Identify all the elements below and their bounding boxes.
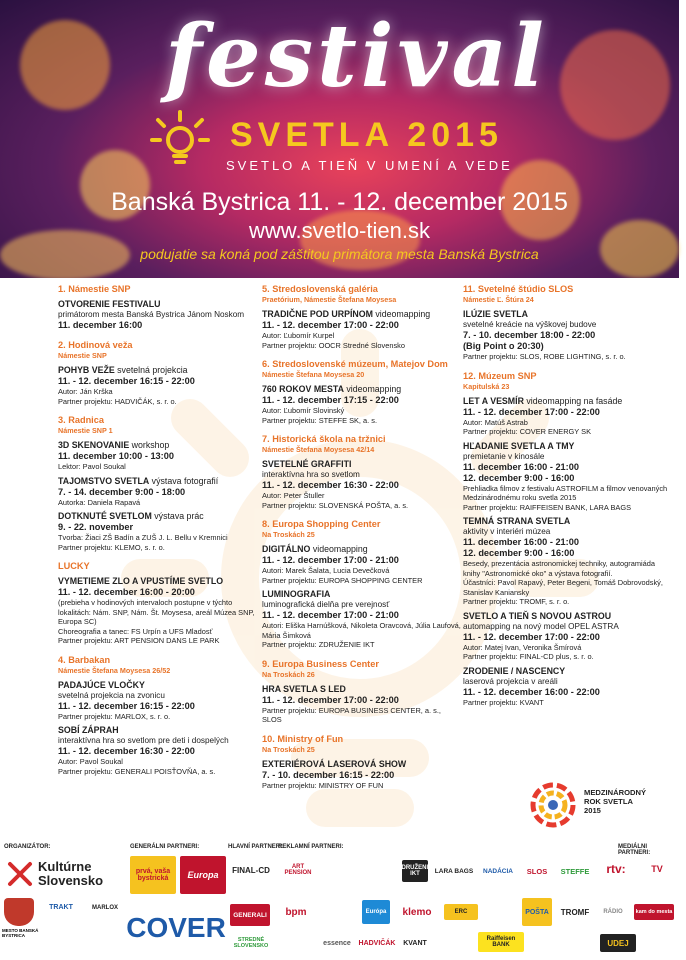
partner-logo: FINAL-CD — [232, 865, 270, 875]
partner-logo: RÁDIO — [603, 909, 623, 915]
event-name: TAJOMSTVO SVETLA — [58, 475, 150, 486]
partners-heading: REKLAMNÍ PARTNERI: — [278, 844, 344, 850]
event-credit: Partner projektu: COVER ENERGY SK — [463, 427, 592, 436]
website-link[interactable]: www.svetlo-tien.sk — [249, 218, 430, 243]
event-title — [463, 666, 673, 677]
event-schedule: 7. - 10. december 18:00 - 22:00 — [463, 330, 596, 340]
event-name: SVETLO A TIEŇ S NOVOU ASTROU — [463, 610, 612, 621]
event-schedule: 7. - 14. december 9:00 - 18:00 — [58, 486, 186, 497]
event-credit: Partner projektu: KLEMO, s. r. o. — [58, 542, 165, 552]
event-schedule: 11. - 12. december 16:00 - 20:00 — [58, 587, 195, 597]
event-name: 760 ROKOV MESTA — [262, 384, 344, 394]
event-credit: Autori: Eliška Harnúšková, Nikoleta Oravcová, Júlia Laufová, Mária Šimková — [262, 621, 461, 640]
partner-logo: ART PENSION — [284, 864, 312, 876]
partner-logo: STEFFE — [560, 866, 590, 876]
event-credit: Partner projektu: OOCR Stredné Slovensko — [262, 340, 405, 350]
venue-title: 2. Hodinová veža — [58, 340, 133, 350]
event-type: videomapping — [343, 384, 402, 394]
iyl-sun-icon — [526, 778, 580, 832]
event-schedule: 11. - 12. december 16:15 - 22:00 — [58, 376, 195, 386]
event-title — [463, 396, 673, 407]
event-credit: Tvorba: Žiaci ZŠ Badín a ZUŠ J. L. Bellu v Kremnici — [58, 533, 228, 542]
event-schedule: (Big Point o 20:30) — [463, 341, 544, 351]
event-description: svetelná projekcia na zvonicu — [58, 690, 165, 700]
partner-logo: LARA BAGS — [434, 867, 474, 875]
event-type: videomapping na fasáde — [523, 395, 623, 406]
event-description: primátorom mesta Banská Bystrica Jánom Noskom — [58, 310, 245, 319]
event-schedule: 11. december 16:00 - 21:00 — [463, 537, 579, 547]
event-credit: Partner projektu: HADVIČÁK, s. r. o. — [58, 396, 177, 406]
program-column-3 — [463, 284, 673, 707]
partner-logo: SLOS — [526, 866, 548, 876]
venue-title: 9. Europa Business Center — [262, 658, 379, 669]
event-name: OTVORENIE FESTIVALU — [58, 299, 161, 309]
event-schedule: 11. - 12. december 17:00 - 21:00 — [262, 555, 399, 565]
event-name: POHYB VEŽE — [58, 365, 115, 375]
partner-logo: TRAKT — [49, 903, 73, 911]
event-schedule: 11. - 12. december 16:30 - 22:00 — [262, 480, 399, 490]
event-schedule: 11. - 12. december 17:00 - 22:00 — [262, 320, 399, 330]
event-title — [463, 516, 673, 527]
event-type: svetelná projekcia — [114, 365, 188, 375]
event-description: interaktívna hra so svetlom pre deti i dospelých — [58, 736, 229, 745]
event-name: TEMNÁ STRANA SVETLA — [463, 516, 571, 526]
organizer-line: Kultúrne — [38, 859, 92, 874]
event-schedule: 11. - 12. december 17:00 - 22:00 — [463, 406, 600, 417]
event-title — [58, 365, 258, 376]
event-description: laserová projekcia v areáli — [463, 676, 558, 686]
venue-title: 7. Historická škola na tržnici — [262, 434, 386, 444]
event-title — [262, 309, 462, 320]
event-schedule: 11. - 12. december 17:00 - 21:00 — [262, 610, 399, 620]
venue-address: Na Troskách 26 — [262, 669, 315, 679]
venue-address: Kapitulská 23 — [463, 381, 510, 391]
event-schedule: 11. december 16:00 — [58, 320, 143, 330]
event-credit: Autor: Ján Krška — [58, 387, 113, 396]
partner-logo: essence — [323, 939, 351, 947]
event-name: SOBÍ ZÁPRAH — [58, 725, 119, 735]
event-credit: Partner projektu: TROMF, s. r. o. — [463, 597, 570, 606]
event-name: TRADIČNE POD URPÍNOM — [262, 309, 373, 319]
event-name: HĽADANIE SVETLA A TMY — [463, 440, 575, 451]
event-credit: Autor: Ľubomír Slovinský — [262, 406, 345, 415]
partner-logo: TV — [651, 864, 663, 874]
event-name: ZRODENIE / NASCENCY — [463, 665, 566, 676]
event-type: videomapping — [310, 544, 368, 554]
venue-title: 3. Radnica — [58, 415, 104, 425]
partner-logo: KVANT — [403, 939, 427, 947]
program-column-2 — [262, 284, 462, 790]
festival-dates: Banská Bystrica 11. - 12. december 2015 — [111, 188, 568, 216]
venue-title: 6. Stredoslovenské múzeum, Matejov Dom — [262, 359, 448, 369]
event-schedule: 11. - 12. december 17:00 - 22:00 — [463, 631, 600, 642]
partners-heading: MEDIÁLNI PARTNERI: — [618, 844, 651, 856]
event-credit: Partner projektu: MARLOX, s. r. o. — [58, 711, 171, 721]
event-credit: Besedy, prezentácia astronomickej techniky, autogramiáda knihy "Astronomické oko" a výstava fotografií. — [463, 559, 655, 578]
event-name: SVETELNÉ GRAFFITI — [262, 459, 352, 469]
event-title — [262, 684, 462, 695]
event-type: výstava prác — [151, 511, 204, 521]
event-title — [262, 759, 462, 770]
event-title — [463, 611, 673, 622]
event-name: ILÚZIE SVETLA — [463, 309, 529, 319]
city-label: MESTO BANSKÁ BYSTRICA — [2, 928, 39, 938]
venue-address: Námestie Štefana Moysesa 42/14 — [262, 445, 375, 454]
event-schedule: 7. - 10. december 16:15 - 22:00 — [262, 769, 395, 780]
event-schedule: 11. - 12. december 17:15 - 22:00 — [262, 395, 399, 405]
partner-logo: NADÁCIA — [483, 867, 513, 875]
event-credit: Partner projektu: GENERALI POISŤOVŇA, a. s. — [58, 766, 216, 776]
event-credit: Autorka: Daniela Rapavá — [58, 497, 141, 507]
partner-logo: POŠTA — [522, 898, 552, 926]
event-credit: Lektor: Pavol Soukal — [58, 462, 126, 471]
lightbulb-icon — [148, 108, 212, 172]
event-title — [262, 384, 462, 395]
event-credit: Prehliadka filmov z festivalu ASTROFILM a filmov venovaných Medzinárodnému roku svetla 2015 — [463, 483, 668, 502]
event-description: svetelné kreácie na výškovej budove — [463, 320, 597, 329]
venue-title: 5. Stredoslovenská galéria — [262, 284, 378, 294]
event-title — [58, 576, 258, 587]
venue-address: Námestie SNP — [58, 351, 107, 360]
venue-title: 11. Svetelné štúdio SLOS — [463, 284, 574, 294]
partner-logo: rtv: — [606, 862, 626, 876]
event-credit: Autor: Matúš Astrab — [463, 417, 528, 427]
event-type: workshop — [129, 440, 170, 450]
event-title — [262, 589, 462, 600]
festival-subtitle: SVETLA 2015 — [230, 116, 503, 154]
event-name: LET A VESMÍR — [463, 395, 524, 406]
event-title — [463, 309, 673, 320]
event-credit: Autori: Marek Šalata, Lucia Devečková — [262, 566, 390, 575]
event-credit: Partner projektu: ZDRUŽENIE IKT — [262, 640, 375, 649]
bokeh-light — [560, 30, 670, 140]
event-credit: Autor: Peter Štuller — [262, 491, 325, 500]
kulturne-slovensko-icon — [6, 860, 34, 888]
partner-logo: kam do mesta — [634, 904, 674, 920]
partner-logo: Europa — [180, 856, 226, 894]
organizer-logo — [38, 860, 103, 888]
event-credit: Autor: Ľubomír Kurpel — [262, 331, 335, 340]
event-credit: Partner projektu: KVANT — [463, 697, 544, 707]
partner-logo: UDEJ — [600, 934, 636, 952]
event-schedule: 11. - 12. december 16:00 - 22:00 — [463, 686, 600, 697]
venue-title: 4. Barbakan — [58, 654, 111, 665]
venue-address: Námestie Štefana Moysesa 20 — [262, 370, 365, 379]
iyl-label — [584, 788, 646, 815]
partner-logo: bpm — [285, 906, 307, 918]
event-type: výstava fotografií — [149, 475, 219, 486]
partner-logo: STREDNÉ SLOVENSKO — [233, 937, 269, 949]
event-credit: Partner projektu: EUROPA BUSINESS CENTER, a. s., SLOS — [262, 705, 441, 724]
event-name: VYMETIEME ZLO A VPUSTÍME SVETLO — [58, 576, 224, 586]
event-title — [58, 725, 258, 736]
iyl-line: 2015 — [584, 806, 601, 815]
venue-address: Námestie Štefana Moysesa 26/52 — [58, 665, 171, 675]
event-credit: Partner projektu: SLOS, ROBE LIGHTING, s. r. o. — [463, 352, 626, 361]
partner-logo: Raiffeisen BANK — [478, 932, 524, 952]
partner-logo: ZDRUŽENIE IKT — [402, 860, 428, 882]
partner-logo: prvá, vaša bystrická — [130, 856, 176, 894]
venue-title: 8. Europa Shopping Center — [262, 519, 381, 529]
event-credit: Partner projektu: MINISTRY OF FUN — [262, 780, 384, 790]
event-schedule: 9. - 22. november — [58, 522, 134, 532]
event-name: PADAJÚCE VLOČKY — [58, 679, 145, 690]
partner-logo: TROMF — [560, 907, 590, 917]
event-name: HRA SVETLA S LED — [262, 683, 346, 694]
event-schedule: 11. - 12. december 17:00 - 22:00 — [262, 694, 399, 705]
event-name: LUMINOGRAFIA — [262, 589, 331, 599]
partner-logo: HADVIČÁK — [358, 939, 396, 947]
event-name: DOTKNUTÉ SVETLOM — [58, 511, 152, 521]
partners-strip — [0, 838, 679, 960]
event-schedule: 11. - 12. december 16:30 - 22:00 — [58, 746, 195, 756]
city-coat-of-arms-icon — [4, 898, 34, 926]
event-credit: Choreografia a tanec: FS Urpín a UFS Mladosť — [58, 626, 213, 636]
partner-logo: klemo — [402, 906, 432, 918]
bokeh-light — [20, 20, 110, 110]
event-schedule: 11. december 10:00 - 13:00 — [58, 451, 174, 461]
event-description: luminografická dielňa pre verejnosť — [262, 600, 390, 609]
festival-logo-word: festival — [165, 6, 548, 107]
event-schedule: 11. - 12. december 16:15 - 22:00 — [58, 700, 195, 711]
event-credit: Partner projektu: RAIFFEISEN BANK, LARA BAGS — [463, 502, 631, 512]
program-column-1 — [58, 284, 258, 776]
event-credit: Autor: Matej Ivan, Veronika Šmírová — [463, 642, 582, 652]
event-credit: Partner projektu: ART PENSION DANS LE PARK — [58, 636, 220, 645]
partner-logo: COVER — [126, 912, 226, 943]
event-title — [262, 459, 462, 470]
venue-address: Na Troskách 25 — [262, 744, 315, 754]
event-title — [463, 441, 673, 452]
hero-banner — [0, 0, 679, 278]
venue-title: LUCKY — [58, 561, 90, 571]
venue-title: 12. Múzeum SNP — [463, 370, 537, 381]
event-schedule: 12. december 9:00 - 16:00 — [463, 472, 575, 483]
venue-address: Námestie SNP 1 — [58, 426, 113, 435]
event-description: aktivity v interiéri múzea — [463, 527, 551, 536]
partner-logo: MARLOX — [92, 905, 118, 911]
event-description: automapping na nový model OPEL ASTRA — [463, 621, 619, 631]
event-credit: Partner projektu: FINAL-CD plus, s. r. o. — [463, 652, 594, 661]
event-credit: Partner projektu: STEFFE SK, a. s. — [262, 415, 378, 425]
event-description: premietanie v kinosále — [463, 451, 545, 461]
event-title — [262, 544, 462, 555]
iyl-line: MEDZINÁRODNÝ — [584, 788, 647, 797]
event-schedule: 12. december 9:00 - 16:00 — [463, 548, 575, 558]
partners-heading: ORGANIZÁTOR: — [4, 844, 51, 850]
venue-address: Na Troskách 25 — [262, 530, 315, 539]
international-year-of-light-logo — [526, 776, 686, 836]
partner-logo: GENERALI — [230, 904, 270, 926]
event-credit: (prebieha v hodinových intervaloch postupne v týchto lokalitách: Nám. SNP, Nám. Št. Moysesa, areál Múzea SNP, Europa SC) — [58, 598, 255, 626]
event-title — [58, 680, 258, 691]
organizer-line: Slovensko — [38, 873, 104, 888]
event-credit: Autor: Pavol Soukal — [58, 757, 123, 766]
venue-address: Námestie Ľ. Štúra 24 — [463, 295, 534, 304]
event-title — [58, 476, 258, 487]
event-type: videomapping — [372, 309, 431, 319]
partners-heading: GENERÁLNI PARTNERI: — [130, 844, 200, 850]
event-name: EXTERIÉROVÁ LASEROVÁ SHOW — [262, 758, 407, 769]
event-title — [58, 299, 258, 310]
event-title — [58, 511, 258, 522]
venue-title: 10. Ministry of Fun — [262, 733, 344, 744]
program-section — [0, 278, 679, 838]
event-schedule: 11. december 16:00 - 21:00 — [463, 461, 579, 472]
event-credit: Partner projektu: SLOVENSKÁ POŠTA, a. s. — [262, 500, 409, 510]
venue-address: Praetórium, Námestie Štefana Moysesa — [262, 295, 397, 304]
festival-motto: SVETLO A TIEŇ V UMENÍ A VEDE — [226, 158, 513, 173]
partner-logo: ERC — [444, 904, 478, 920]
event-name: 3D SKENOVANIE — [58, 440, 130, 450]
event-title — [58, 440, 258, 451]
patronage-note: podujatie sa koná pod záštitou primátora mesta Banská Bystrica — [140, 246, 539, 262]
partners-heading: HLAVNÍ PARTNERI: — [228, 844, 284, 850]
event-name: DIGITÁLNO — [262, 544, 311, 554]
event-description: interaktívna hra so svetlom — [262, 470, 360, 479]
iyl-line: ROK SVETLA — [584, 797, 633, 806]
partner-logo: Európa — [362, 900, 390, 924]
event-credit: Partner projektu: EUROPA SHOPPING CENTER — [262, 575, 423, 585]
event-credit: Účastníci: Pavol Rapavý, Peter Begeni, Tomáš Dobrovodský, Stanislav Kaniansky — [463, 578, 663, 597]
venue-title: 1. Námestie SNP — [58, 284, 131, 294]
